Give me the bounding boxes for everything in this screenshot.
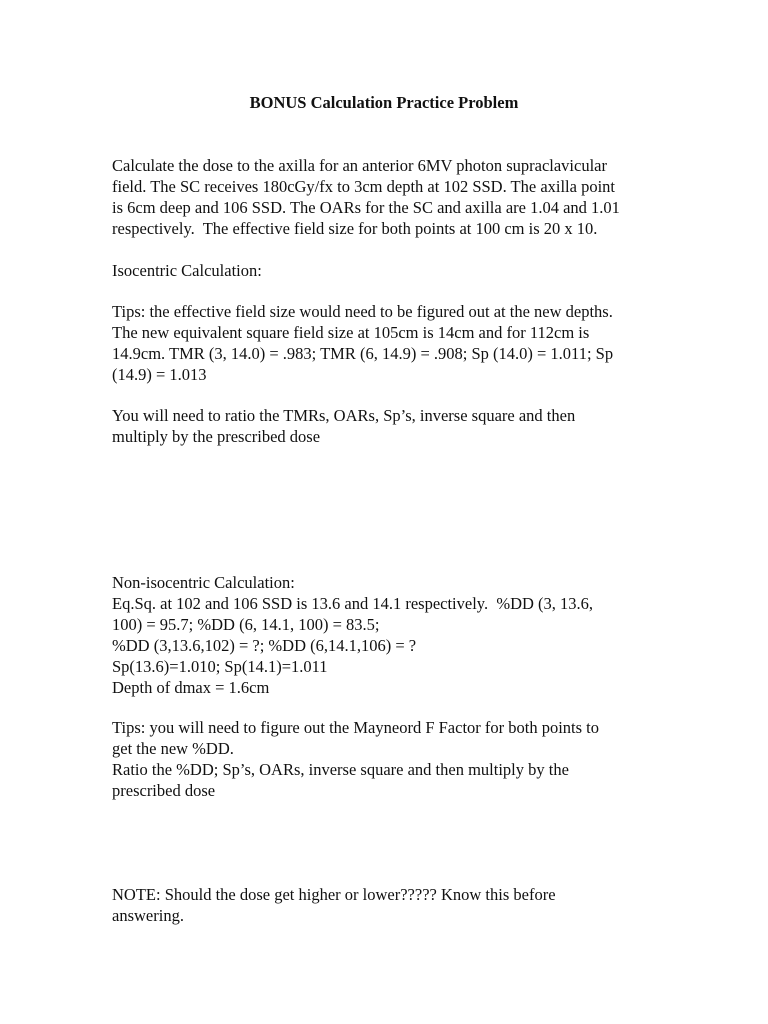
problem-line: Calculate the dose to the axilla for an anterior 6MV photon supraclavicular: [112, 156, 607, 175]
isocentric-heading: [112, 260, 672, 281]
non-isocentric-paragraph: [112, 572, 672, 698]
iso-instructions-line: multiply by the prescribed dose: [112, 427, 321, 446]
noniso-tips-line: Ratio the %DD; Sp’s, OARs, inverse square and then multiply by the: [112, 760, 569, 779]
problem-line: field. The SC receives 180cGy/fx to 3cm depth at 102 SSD. The axilla point: [112, 177, 616, 196]
non-isocentric-tips-paragraph: [112, 717, 672, 801]
isocentric-tips-paragraph: [112, 301, 672, 385]
noniso-tips-line: Tips: you will need to figure out the Mayneord F Factor for both points to: [112, 718, 600, 737]
isocentric-instructions-paragraph: [112, 405, 672, 447]
noniso-tips-line: get the new %DD.: [112, 739, 234, 758]
isocentric-heading-text: Isocentric Calculation:: [112, 261, 262, 280]
problem-line: respectively. The effective field size for both points at 100 cm is 20 x 10.: [112, 219, 598, 238]
noniso-line: Sp(13.6)=1.010; Sp(14.1)=1.011: [112, 657, 328, 676]
document-title: BONUS Calculation Practice Problem: [249, 93, 519, 112]
iso-tips-line: 14.9cm. TMR (3, 14.0) = .983; TMR (6, 14.9) = .908; Sp (14.0) = 1.011; Sp: [112, 344, 614, 363]
noniso-line: %DD (3,13.6,102) = ?; %DD (6,14.1,106) = ?: [112, 636, 417, 655]
noniso-line: Eq.Sq. at 102 and 106 SSD is 13.6 and 14.1 respectively. %DD (3, 13.6,: [112, 594, 594, 613]
note-paragraph: [112, 884, 672, 926]
iso-instructions-line: You will need to ratio the TMRs, OARs, Sp’s, inverse square and then: [112, 406, 576, 425]
noniso-line: 100) = 95.7; %DD (6, 14.1, 100) = 83.5;: [112, 615, 380, 634]
iso-tips-line: The new equivalent square field size at 105cm is 14cm and for 112cm is: [112, 323, 590, 342]
iso-tips-line: Tips: the effective field size would need to be figured out at the new depths.: [112, 302, 613, 321]
problem-paragraph: [112, 155, 672, 239]
problem-line: is 6cm deep and 106 SSD. The OARs for the SC and axilla are 1.04 and 1.01: [112, 198, 620, 217]
noniso-line: Depth of dmax = 1.6cm: [112, 678, 270, 697]
note-line: NOTE: Should the dose get higher or lower????? Know this before: [112, 885, 556, 904]
note-line: answering.: [112, 906, 184, 925]
noniso-heading: Non-isocentric Calculation:: [112, 573, 295, 592]
iso-tips-line: (14.9) = 1.013: [112, 365, 207, 384]
noniso-tips-line: prescribed dose: [112, 781, 216, 800]
